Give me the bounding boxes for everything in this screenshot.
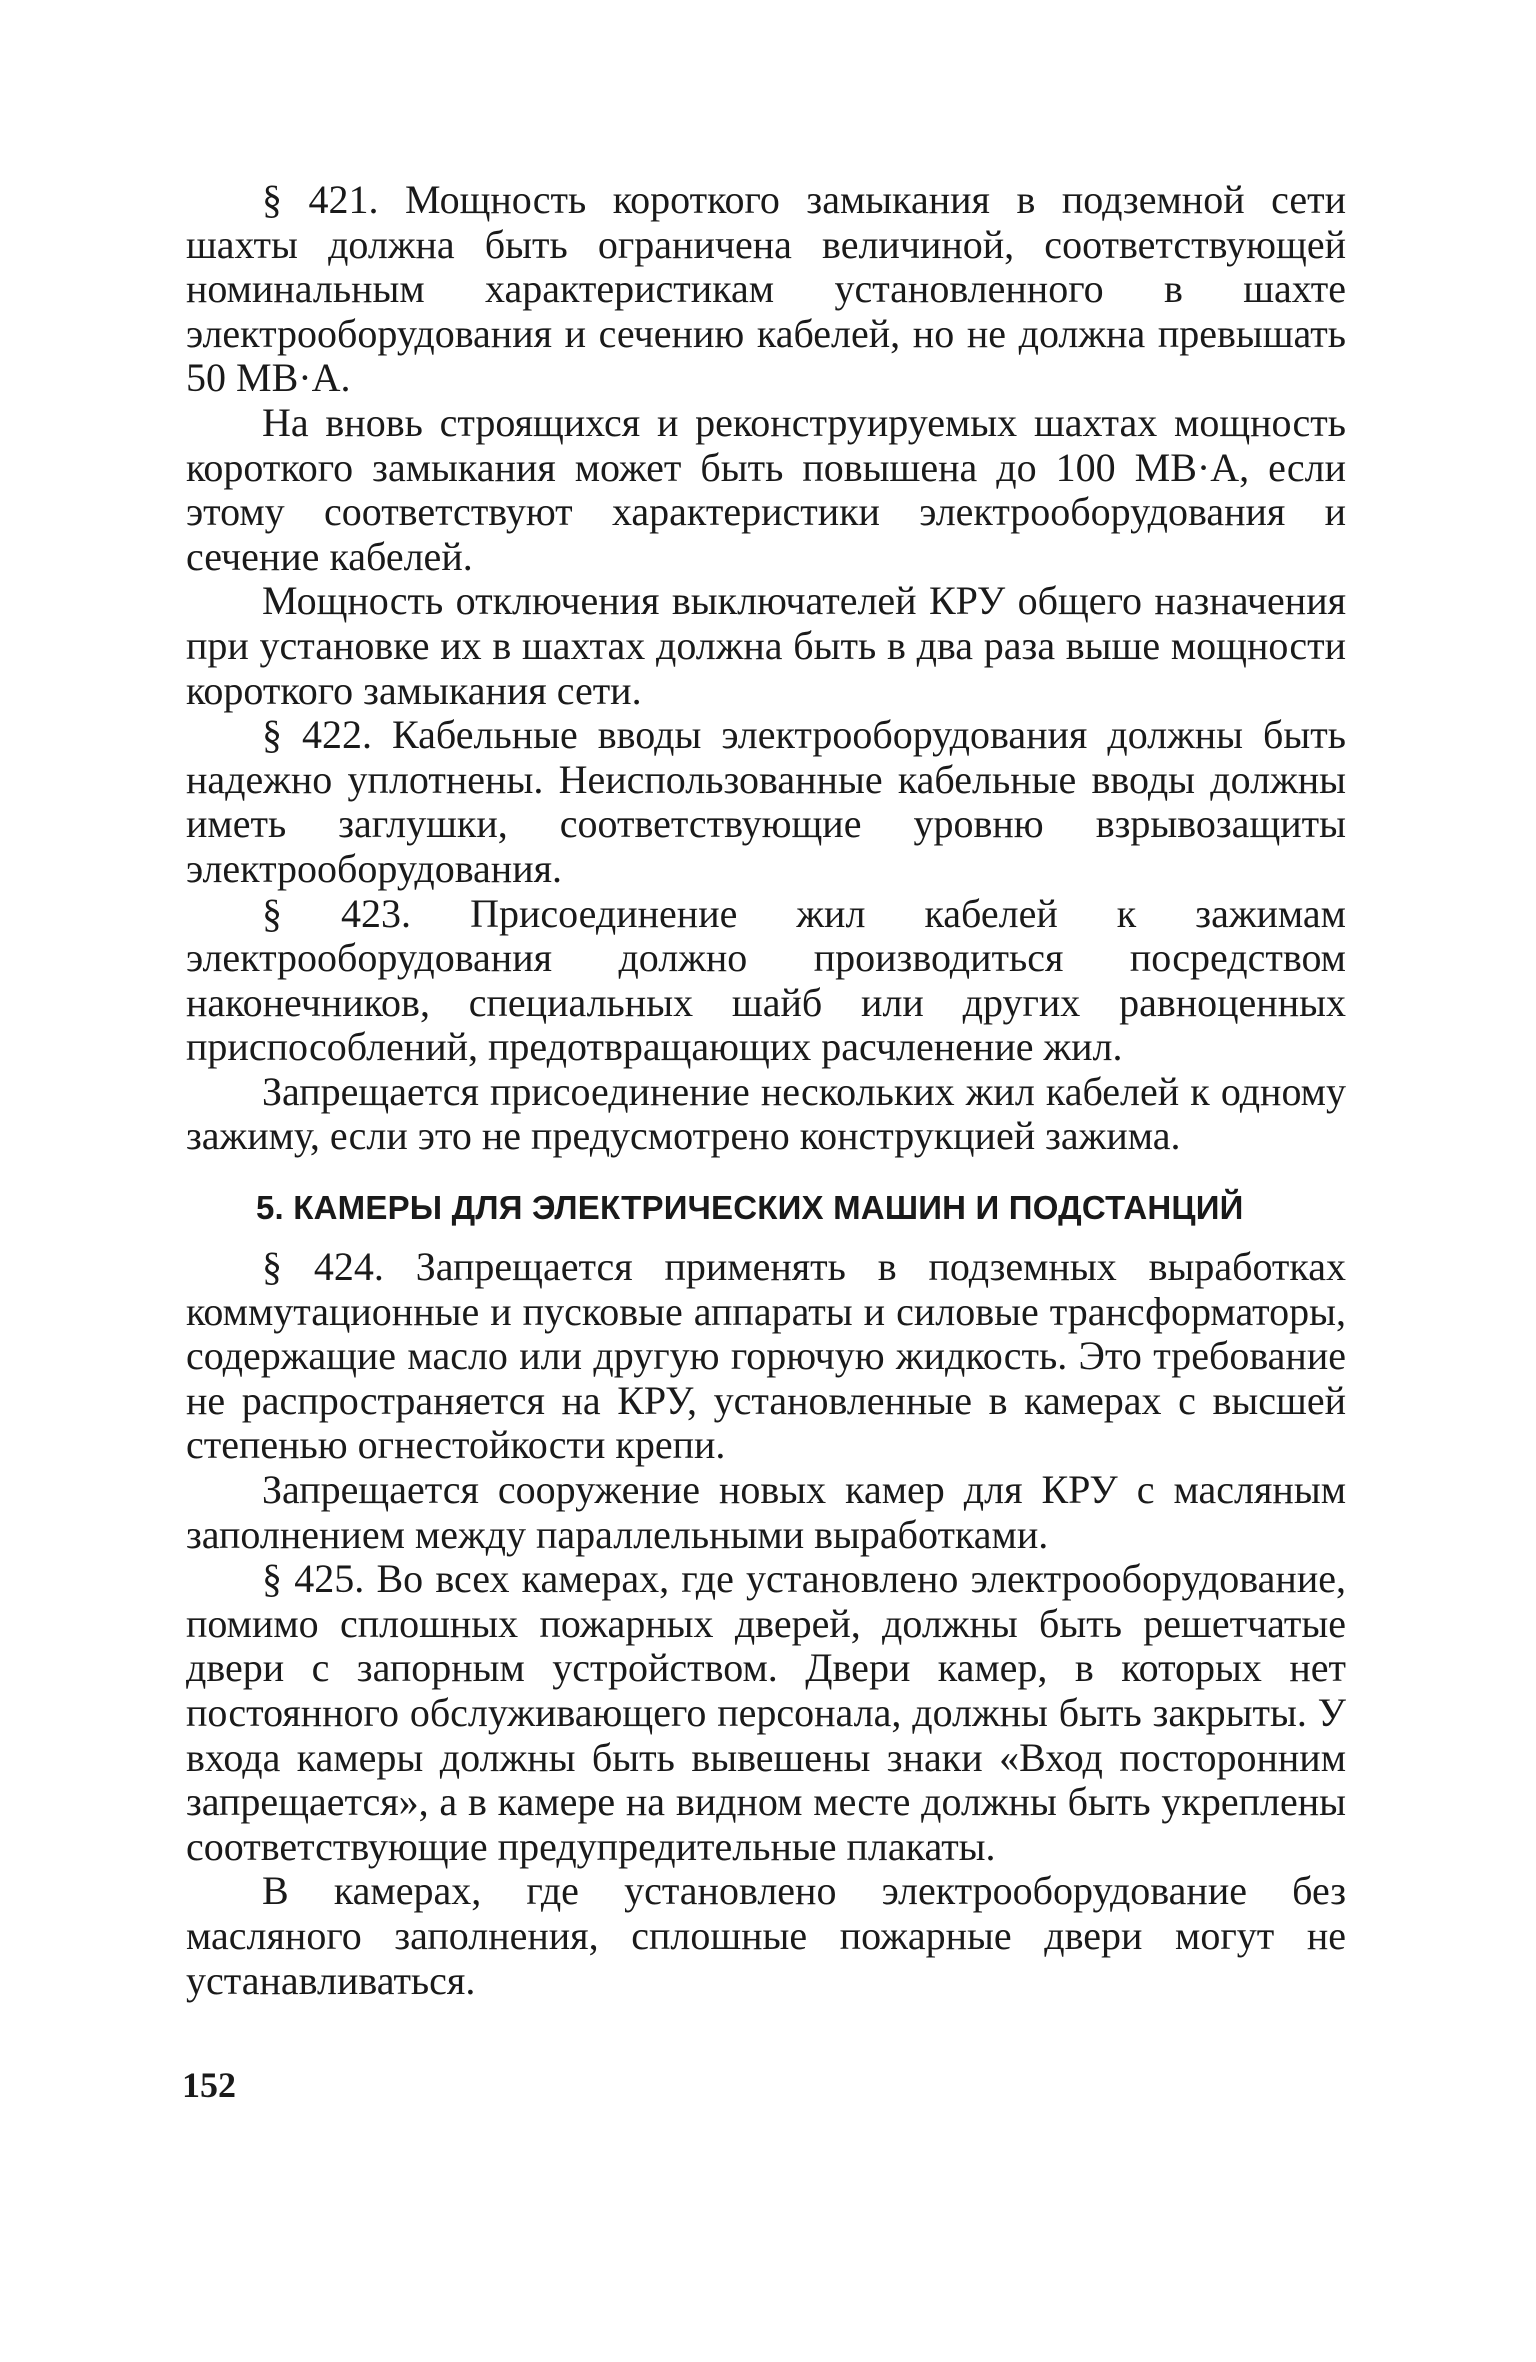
paragraph-421-breaker-power: Мощность отключения выключателей КРУ общего назначения при установке их в шахтах должна быть в два раза выше мощности короткого замыкания сети. (186, 578, 1346, 713)
paragraph-423-prohibition: Запрещается присоединение нескольких жил кабелей к одному зажиму, если это не предусмотрено конструкцией зажима. (186, 1068, 1346, 1159)
paragraph-424: § 424. Запрещается применять в подземных выработках коммутационные и пусковые аппараты и силовые трансформаторы, содержащие масло или другую горючую жидкость. Это требование не распространяется на КРУ, установленные в камерах с высшей степенью огнестойкости крепи. (186, 1244, 1346, 1468)
paragraph-424-prohibition: Запрещается сооружение новых камер для КРУ с масляным заполнением между параллельными выработками. (186, 1467, 1346, 1557)
page-number: 152 (182, 2065, 236, 2105)
section-heading: 5. КАМЕРЫ ДЛЯ ЭЛЕКТРИЧЕСКИХ МАШИН И ПОДСТАНЦИЙ (256, 1189, 1244, 1227)
paragraph-422: § 422. Кабельные вводы электрооборудования должны быть надежно уплотнены. Неиспользованные кабельные вводы должны иметь заглушки, соответствующие уровню взрывозащиты электрооборудования. (186, 712, 1346, 891)
paragraph-425-doors: В камерах, где установлено электрооборудование без масляного заполнения, сплошные пожарные двери могут не устанавливаться. (186, 1868, 1346, 2003)
paragraph-421-new-mines: На вновь строящихся и реконструируемых шахтах мощность короткого замыкания может быть повышена до 100 МВ·А, если этому соответствуют характеристики электрооборудования и сечение кабелей. (186, 399, 1346, 579)
paragraph-421: § 421. Мощность короткого замыкания в подземной сети шахты должна быть ограничена величиной, соответствующей номинальным характеристикам установленного в шахте электрооборудования и сечению кабелей, но не должна превышать 50 МВ·А. (186, 177, 1346, 401)
paragraph-425: § 425. Во всех камерах, где установлено электрооборудование, помимо сплошных пожарных дверей, должны быть решетчатые двери с запорным устройством. Двери камер, в которых нет постоянного обслуживающего персонала, должны быть закрыты. У входа камеры должны быть вывешены знаки «Вход посторонним запрещается», а в камере на видном месте должны быть укреплены соответствующие предупредительные плакаты. (186, 1556, 1346, 1869)
page-body (186, 178, 1346, 2003)
paragraph-423: § 423. Присоединение жил кабелей к зажимам электрооборудования должно производиться посредством наконечников, специальных шайб или других равноценных приспособлений, предотвращающих расчленение жил. (186, 890, 1346, 1070)
